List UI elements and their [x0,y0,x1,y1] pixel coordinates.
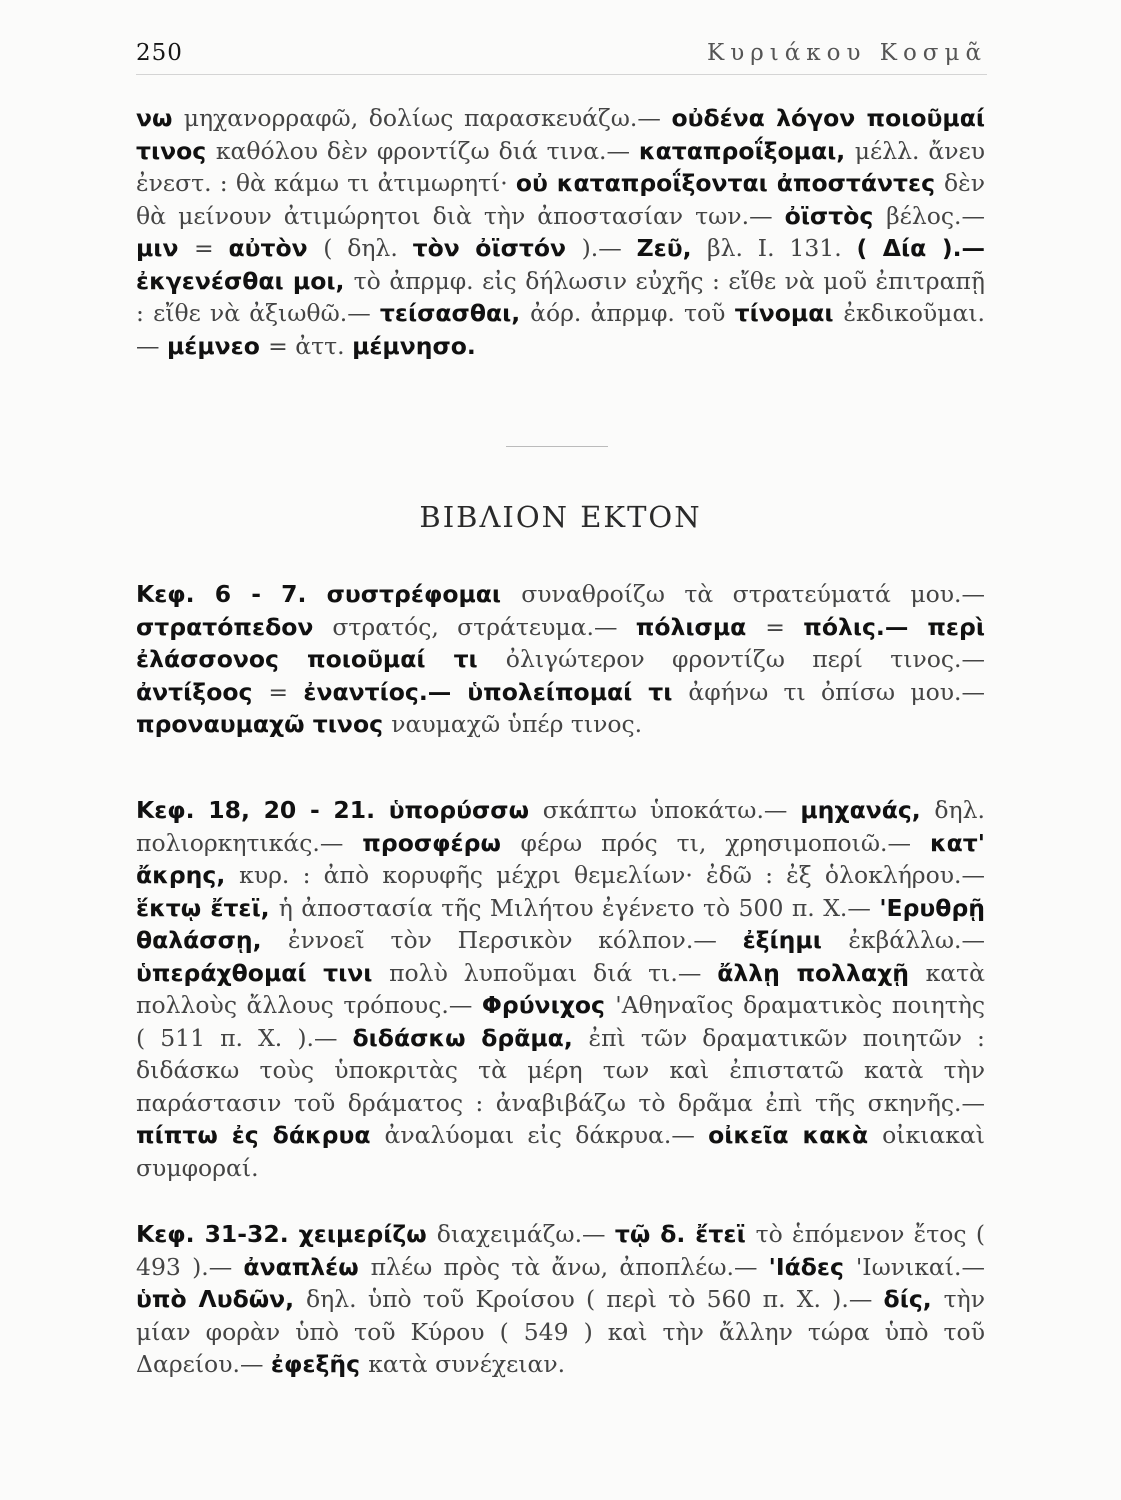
gloss-term: οὐ καταπροΐξονται ἀποστάντες [515,169,944,197]
gloss-definition: φέρω πρός τι, χρησιμοποιῶ.— [520,828,930,857]
gloss-definition: βέλος.— [886,201,985,230]
gloss-term: ὑπεράχθομαί τινι [136,958,390,987]
gloss-paragraph [136,578,985,741]
gloss-term: κατ' ἄκρης, [136,828,985,889]
gloss-term: πόλις.— περὶ ἐλάσσονος ποιοῦμαί τι [136,612,985,673]
gloss-definition: ὀλιγώτερον φροντίζω περί τινος.— [505,645,986,673]
gloss-term: ἐναντίος.— ὑπολείπομαί τι [303,677,689,706]
gloss-definition: ναυμαχῶ ὑπέρ τινος. [391,710,643,738]
gloss-definition: ἡ ἀποστασία τῆς Μιλήτου ἐγένετο τὸ 500 π. Χ.— [278,893,880,922]
gloss-definition: πλέω πρὸς τὰ ἄνω, ἀποπλέω.— [370,1252,769,1281]
gloss-definition: μηχανορραφῶ, δολίως παρασκευάζω.— [183,104,672,132]
gloss-term: αὐτὸν [228,234,324,262]
gloss-term: τὸν ὀϊστόν [412,234,582,262]
gloss-term: οὐδένα λόγον ποιοῦμαί τινος [136,104,985,165]
gloss-term: 'Ερυθρῇ θαλάσσῃ, [136,893,985,954]
gloss-definition: ἀφήνω τι ὀπίσω μου.— [688,677,985,706]
gloss-definition: ἐννοεῖ τὸν Περσικὸν κόλπον.— [288,926,743,954]
gloss-term: μιν [136,234,194,262]
gloss-definition: καθόλου δὲν φροντίζω διά τινα.— [215,136,639,165]
gloss-definition: ἐκβάλλω.— [848,926,985,954]
gloss-term: τῷ δ. ἔτεϊ [614,1220,756,1248]
gloss-term: δίς, [883,1285,944,1313]
gloss-definition: τὸ ἑπόμενον ἔτος ( 493 ).— [136,1220,985,1281]
gloss-definition: μέλλ. ἄνευ ἐνεστ. : θὰ κάμω τι ἀτιμωρητί· [136,136,985,197]
gloss-definition: δηλ. ὑπὸ τοῦ Κροίσου ( περὶ τὸ 560 π. Χ. ).— [306,1285,884,1313]
gloss-term: Κεφ. 31-32. χειμερίζω [136,1220,437,1248]
gloss-definition: ).— [581,234,637,262]
gloss-definition: πολὺ λυποῦμαι διά τι.— [389,958,718,987]
gloss-definition: δηλ. πολιορκητικάς.— [136,796,985,857]
gloss-term: τίνομαι [734,299,844,327]
gloss-definition: 'Αθηναῖος δραματικὸς ποιητὴς ( 511 π. Χ. ).— [136,991,986,1052]
gloss-term: μηχανάς, [800,796,935,824]
gloss-definition: ἐκδικοῦμαι.— [136,299,985,360]
gloss-definition: = [194,234,229,262]
gloss-term: τείσασθαι, [379,299,531,327]
gloss-definition: = ἀττ. [268,331,353,360]
gloss-term: καταπροΐξομαι, [638,136,855,165]
gloss-term: ἄλλῃ πολλαχῇ [717,958,926,987]
gloss-definition: οἰκιακαὶ συμφοραί. [136,1121,985,1182]
gloss-term: ἐξίημι [742,926,849,954]
gloss-definition: τὸ ἀπρμφ. εἰς δήλωσιν εὐχῆς : εἴθε νὰ μοῦ ἐπιτραπῇ : εἴθε νὰ ἀξιωθῶ.— [136,266,985,327]
gloss-term: ὀϊστὸς [784,201,887,230]
gloss-term: πόλισμα [635,612,766,641]
header-rule [136,74,987,75]
gloss-definition: ἀναλύομαι εἰς δάκρυα.— [384,1121,709,1149]
gloss-term: Ζεῦ, [636,234,708,262]
gloss-term: 'Ιάδες [768,1252,856,1281]
gloss-definition: σκάπτω ὑποκάτω.— [542,796,801,824]
gloss-definition: ( δηλ. [323,234,413,262]
gloss-term: Κεφ. 18, 20 - 21. ὑπορύσσω [136,796,543,824]
gloss-definition: = [268,677,304,706]
gloss-definition: στρατός, στράτευμα.— [332,612,636,641]
gloss-term: διδάσκω δρᾶμα, [352,1023,589,1052]
gloss-term: ( Δία ).— ἐκγενέσθαι μοι, [136,234,985,295]
gloss-definition: κατὰ πολλοὺς ἄλλους τρόπους.— [136,958,985,1019]
gloss-term: Φρύνιχος [481,991,616,1019]
gloss-term: πίπτω ἐς δάκρυα [136,1121,385,1149]
gloss-term: ὑπὸ Λυδῶν, [136,1285,307,1313]
gloss-definition: 'Ιωνικαί.— [855,1252,985,1281]
gloss-definition: κατὰ συνέχειαν. [368,1350,566,1378]
gloss-definition: δὲν θὰ μείνουν ἀτιμώρητοι διὰ τὴν ἀποστασίαν των.— [136,169,985,230]
gloss-paragraph [136,794,985,1184]
gloss-definition: ἀόρ. ἀπρμφ. τοῦ [530,299,735,327]
gloss-term: ἀναπλέω [243,1252,371,1281]
gloss-term: ἕκτῳ ἔτεϊ, [136,893,279,922]
gloss-definition: συναθροίζω τὰ στρατεύματά μου.— [521,580,985,608]
gloss-term: ἐφεξῆς [270,1350,369,1378]
gloss-definition: κυρ. : ἀπὸ κορυφῆς μέχρι θεμελίων· ἐδῶ : ἐξ ὁλοκλήρου.— [239,861,985,889]
page-number: 250 [136,40,183,66]
gloss-definition: διαχειμάζω.— [436,1220,615,1248]
gloss-term: μέμνησο. [352,331,476,360]
gloss-term: οἰκεῖα κακὰ [708,1121,883,1149]
section-separator [506,446,608,447]
gloss-paragraph [136,1218,985,1381]
book-title: ΒΙΒΛΙΟΝ ΕΚΤΟΝ [419,500,702,534]
gloss-term: προναυμαχῶ τινος [136,710,392,738]
gloss-term: στρατόπεδον [136,612,333,641]
gloss-term: νω [136,104,184,132]
gloss-definition: βλ. Ι. 131. [707,234,857,262]
gloss-term: προσφέρω [362,828,521,857]
gloss-definition: ἐπὶ τῶν δραματικῶν ποιητῶν : διδάσκω τοὺς ὑποκριτὰς τὰ μέρη των καὶ ἐπιστατῶ κατὰ τὴν παράστασιν τοῦ δράματος : ἀναβιβάζω τὸ δρᾶμα ἐπὶ τῆς σκηνῆς.— [136,1023,985,1117]
gloss-definition: = [765,612,804,641]
running-title: Κυριάκου Κοσμᾶ [707,40,987,66]
gloss-definition: τὴν μίαν φορὰν ὑπὸ τοῦ Κύρου ( 549 ) καὶ τὴν ἄλλην τώρα ὑπὸ τοῦ Δαρείου.— [136,1285,986,1378]
gloss-term: ἀντίξοος [136,677,269,706]
gloss-paragraph [136,102,985,362]
gloss-term: Κεφ. 6 - 7. συστρέφομαι [136,580,522,608]
gloss-term: μέμνεο [166,331,269,360]
